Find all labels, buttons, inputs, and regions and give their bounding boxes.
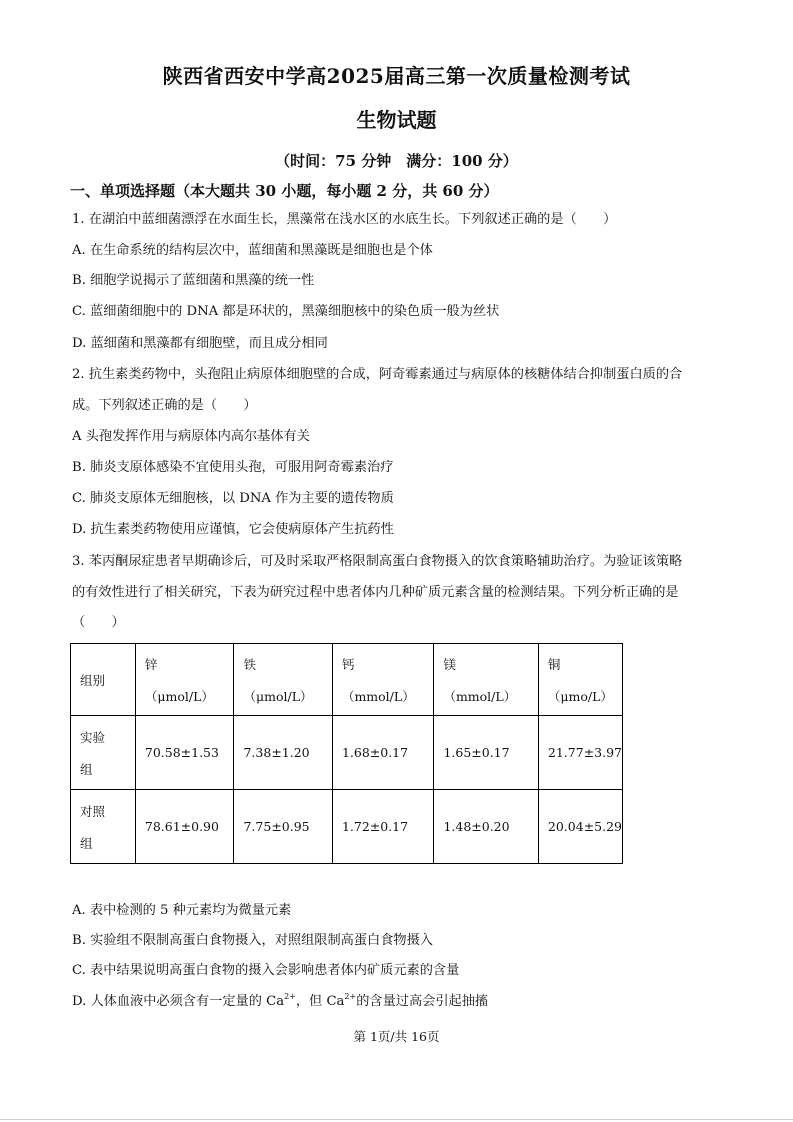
q1-option-b: B. 细胞学说揭示了蓝细菌和黑藻的统一性 — [72, 273, 315, 288]
page-number: 第 1页/共 16页 — [353, 1029, 440, 1044]
header-unit: （μmo/L） — [547, 688, 613, 704]
q3-option-d — [72, 993, 488, 1011]
header-name: 锌 — [144, 656, 158, 672]
q3-stem-line2: 的有效性进行了相关研究，下表为研究过程中患者体内几种矿质元素含量的检测结果。下列分析正确的是 — [72, 585, 679, 600]
header-name: 镁 — [443, 656, 456, 672]
q3-stem-line1: 3. 苯丙酮尿症患者早期确诊后，可及时采取严格限制高蛋白食物摄入的饮食策略辅助治疗。为验证该策略 — [72, 554, 683, 569]
section-heading: 一、单项选择题（本大题共 30 小题，每小题 2 分，共 60 分） — [70, 182, 499, 200]
q2-stem-line1: 2. 抗生素类药物中，头孢阻止病原体细胞壁的合成，阿奇霉素通过与病原体的核糖体结合抑制蛋白质的合 — [72, 367, 683, 382]
header-name: 铜 — [547, 656, 561, 672]
q1-option-d: D. 蓝细菌和黑藻都有细胞壁，而且成分相同 — [72, 336, 328, 351]
table-cell: 7.75±0.95 — [234, 790, 332, 864]
table-cell: 21.77±3.97 — [538, 716, 622, 790]
q1-option-c: C. 蓝细菌细胞中的 DNA 都是环状的，黑藻细胞核中的染色质一般为丝状 — [72, 304, 500, 319]
row-label-line1: 实验 — [80, 729, 106, 745]
table-cell: 20.04±5.29 — [538, 790, 622, 864]
q3-option-d-part3: 的含量过高会引起抽搐 — [356, 994, 489, 1009]
q2-stem-line2: 成。下列叙述正确的是（ ） — [72, 398, 257, 413]
subject-title: 生物试题 — [356, 108, 437, 132]
charge-superscript: 2+ — [344, 992, 357, 1001]
row-label-line2: 组 — [80, 761, 93, 777]
header-name: 铁 — [243, 656, 256, 672]
table-header-zinc — [135, 644, 234, 716]
q3-option-a: A. 表中检测的 5 种元素均为微量元素 — [72, 903, 292, 918]
exam-title: 陕西省西安中学高2025届高三第一次质量检测考试 — [162, 64, 631, 88]
table-header-calcium — [332, 644, 434, 716]
q3-stem-line3: （ ） — [72, 615, 125, 630]
table-header-row — [71, 644, 623, 716]
q3-option-d-part1: D. 人体血液中必须含有一定量的 Ca — [72, 994, 285, 1009]
q3-option-d-part2: ，但 Ca — [295, 994, 345, 1009]
header-name: 钙 — [341, 656, 355, 672]
q3-option-b: B. 实验组不限制高蛋白食物摄入，对照组限制高蛋白食物摄入 — [72, 933, 433, 948]
q2-option-a: A 头孢发挥作用与病原体内高尔基体有关 — [72, 429, 310, 444]
q2-option-d: D. 抗生素类药物使用应谨慎，它会使病原体产生抗药性 — [72, 522, 394, 537]
q2-option-b: B. 肺炎支原体感染不宜使用头孢，可服用阿奇霉素治疗 — [72, 460, 394, 475]
charge-superscript: 2+ — [284, 992, 296, 1001]
table-header-magnesium — [434, 644, 538, 716]
table-cell: 78.61±0.90 — [135, 790, 234, 864]
header-unit: （μmol/L） — [243, 688, 313, 704]
q1-stem: 1. 在湖泊中蓝细菌漂浮在水面生长，黑藻常在浅水区的水底生长。下列叙述正确的是（ ） — [72, 212, 617, 227]
table-cell: 1.65±0.17 — [434, 716, 538, 790]
q3-option-c: C. 表中结果说明高蛋白食物的摄入会影响患者体内矿质元素的含量 — [72, 963, 460, 978]
table-cell: 1.48±0.20 — [434, 790, 538, 864]
q2-option-c: C. 肺炎支原体无细胞核，以 DNA 作为主要的遗传物质 — [72, 491, 394, 506]
table-cell: 1.68±0.17 — [332, 716, 434, 790]
table-cell: 70.58±1.53 — [135, 716, 234, 790]
table-cell: 7.38±1.20 — [234, 716, 332, 790]
header-unit: （μmol/L） — [144, 688, 214, 704]
row-label — [71, 790, 136, 864]
q1-option-a: A. 在生命系统的结构层次中，蓝细菌和黑藻既是细胞也是个体 — [72, 243, 433, 258]
table-corner-cell: 组别 — [71, 644, 136, 716]
bottom-divider — [0, 1119, 793, 1120]
table-row — [71, 790, 623, 864]
table-row — [71, 716, 623, 790]
header-unit: （mmol/L） — [443, 688, 517, 704]
table-header-copper — [538, 644, 622, 716]
header-unit: （mmol/L） — [341, 688, 415, 704]
mineral-table — [70, 643, 623, 864]
row-label-line2: 组 — [80, 835, 93, 851]
row-label-line1: 对照 — [80, 803, 106, 819]
exam-info: （时间：75 分钟 满分：100 分） — [275, 152, 518, 170]
table-header-iron — [234, 644, 332, 716]
table-cell: 1.72±0.17 — [332, 790, 434, 864]
row-label — [71, 716, 136, 790]
